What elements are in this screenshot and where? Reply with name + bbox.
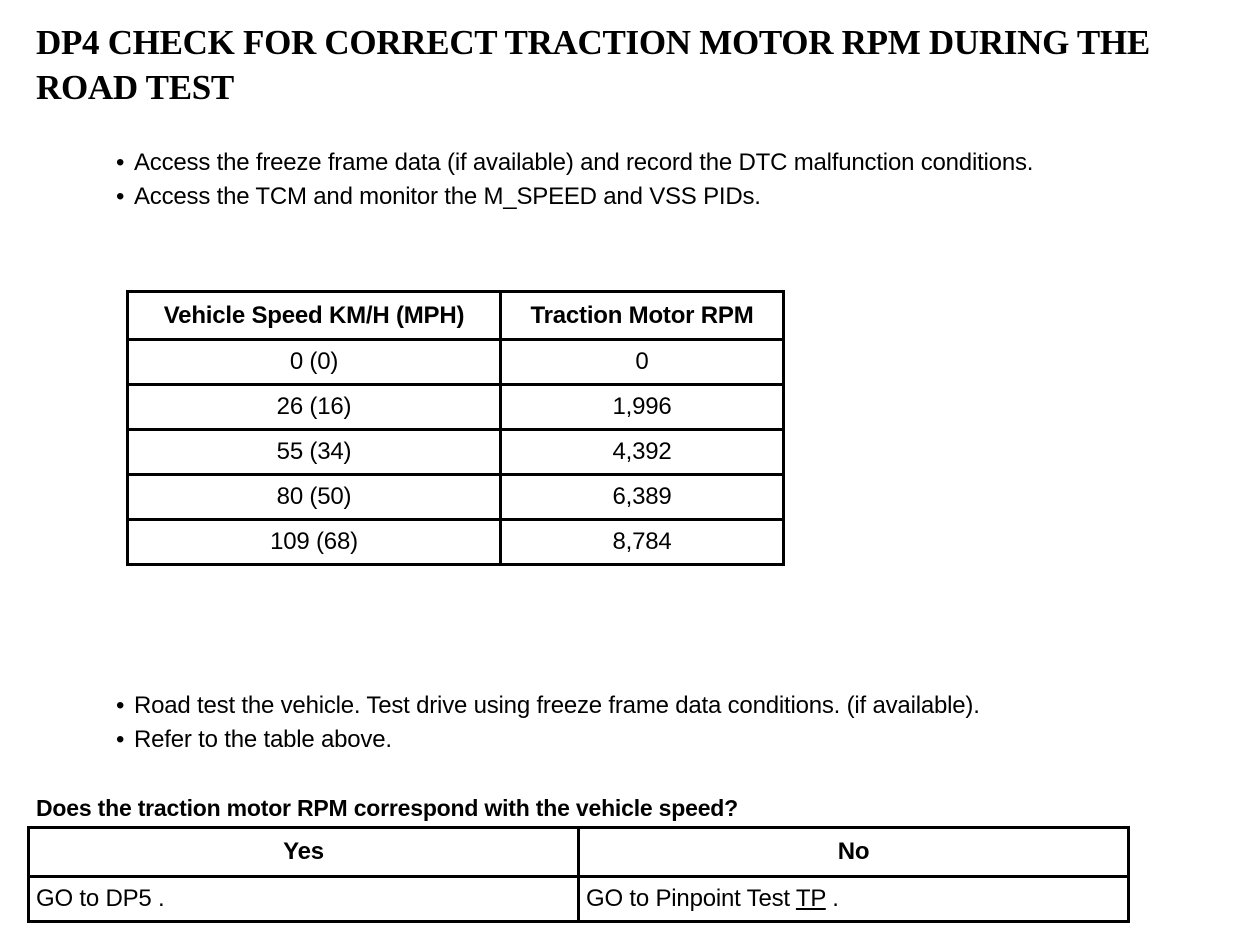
rpm-cell: 8,784 [501,520,784,565]
speed-cell: 26 (16) [128,385,501,430]
speed-rpm-table [126,290,785,566]
bullet-icon: • [116,692,125,719]
column-header-no: No [579,828,1129,877]
table-header-row [128,292,784,340]
column-header-vehicle-speed: Vehicle Speed KM/H (MPH) [128,292,501,340]
table-header-row [29,828,1129,877]
instruction-list [116,146,1033,214]
rpm-cell: 4,392 [501,430,784,475]
road-test-list [116,689,980,757]
bullet-icon: • [116,149,125,176]
decision-question: Does the traction motor RPM correspond with the vehicle speed? [36,795,738,821]
list-item: • Refer to the table above. [116,723,980,757]
table-row [128,430,784,475]
speed-cell: 109 (68) [128,520,501,565]
speed-cell: 80 (50) [128,475,501,520]
yes-action-cell: GO to DP5 . [29,877,579,922]
bullet-icon: • [116,726,125,753]
list-item: • Access the freeze frame data (if available) and record the DTC malfunction conditions. [116,146,1033,180]
decision-table [27,826,1130,923]
rpm-cell: 6,389 [501,475,784,520]
table-row [29,877,1129,922]
column-header-yes: Yes [29,828,579,877]
list-item: • Road test the vehicle. Test drive using freeze frame data conditions. (if available). [116,689,980,723]
table-row [128,520,784,565]
no-action-cell: GO to Pinpoint Test TP . [579,877,1129,922]
rpm-cell: 0 [501,340,784,385]
page-title: DP4 CHECK FOR CORRECT TRACTION MOTOR RPM DURING THE ROAD TEST [36,23,1150,107]
speed-cell: 0 (0) [128,340,501,385]
table-row [128,340,784,385]
rpm-cell: 1,996 [501,385,784,430]
table-row [128,385,784,430]
table-row [128,475,784,520]
list-item: • Access the TCM and monitor the M_SPEED and VSS PIDs. [116,180,1033,214]
bullet-icon: • [116,183,125,210]
speed-cell: 55 (34) [128,430,501,475]
column-header-motor-rpm: Traction Motor RPM [501,292,784,340]
pinpoint-test-link[interactable]: TP [795,885,826,912]
